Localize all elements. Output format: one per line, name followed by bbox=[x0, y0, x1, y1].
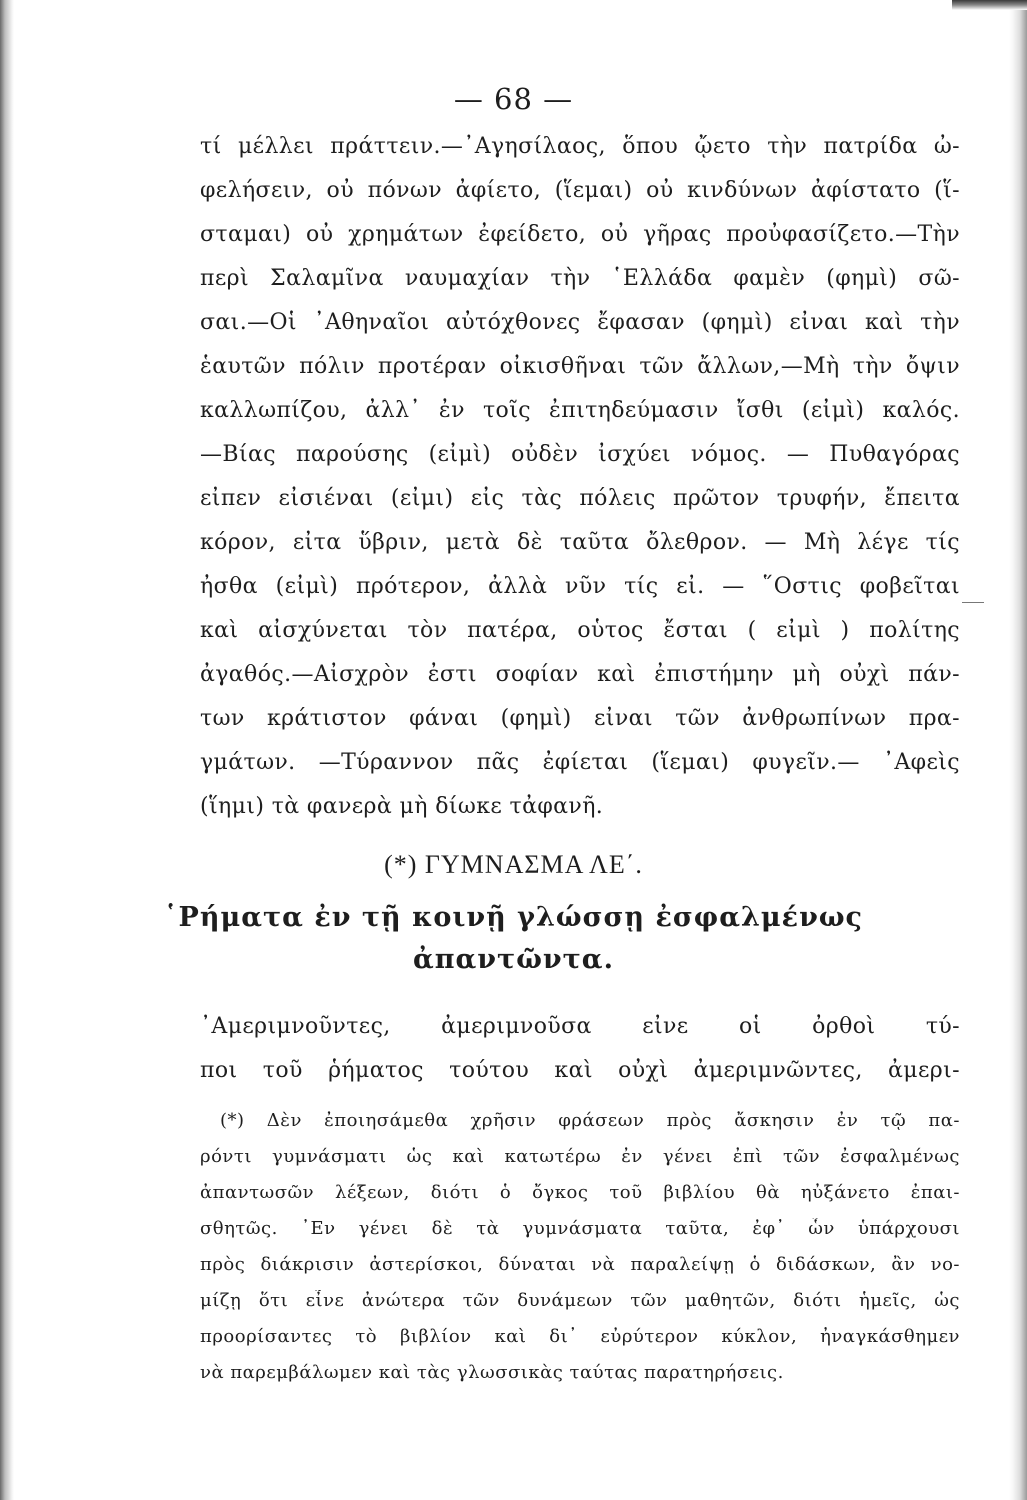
page-number: — 68 — bbox=[453, 82, 574, 116]
footnote-line: σθητῶς. ᾿Εν γένει δὲ τὰ γυμνάσματα ταῦτα, ἐφ᾿ ὧν ὑπάρχουσι bbox=[200, 1218, 960, 1239]
body-line: κόρον, εἶτα ὕβριν, μετὰ δὲ ταῦτα ὄλεθρον. — Μὴ λέγε τίς bbox=[200, 530, 960, 555]
body-line: ἑαυτῶν πόλιν προτέραν οἰκισθῆναι τῶν ἄλλων,—Μὴ τὴν ὄψιν bbox=[200, 354, 960, 379]
body-line: καλλωπίζου, ἀλλ᾿ ἐν τοῖς ἐπιτηδεύμασιν ἴσθι (εἰμὶ) καλός. bbox=[200, 398, 960, 423]
footnote-line: ρόντι γυμνάσματι ὡς καὶ κατωτέρω ἐν γένει ἐπὶ τῶν ἐσφαλμένως bbox=[200, 1146, 960, 1167]
footnote-line: πρὸς διάκρισιν ἀστερίσκοι, δύναται νὰ παραλείψῃ ὁ διδάσκων, ἂν νο- bbox=[200, 1254, 960, 1275]
footnote-line: μίζῃ ὅτι εἶνε ἀνώτερα τῶν δυνάμεων τῶν μαθητῶν, διότι ἡμεῖς, ὡς bbox=[200, 1290, 960, 1311]
paragraph-line: ποι τοῦ ῥήματος τούτου καὶ οὐχὶ ἀμεριμνῶντες, ἀμερι- bbox=[200, 1058, 960, 1083]
body-line: καὶ αἰσχύνεται τὸν πατέρα, οὗτος ἔσται ( εἰμὶ ) πολίτης bbox=[200, 618, 960, 643]
body-line: (ἵημι) τὰ φανερὰ μὴ δίωκε τἀφανῆ. bbox=[200, 794, 604, 819]
section-heading: ἀπαντῶντα. bbox=[412, 944, 614, 975]
body-line: εἶπεν εἰσιέναι (εἶμι) εἰς τὰς πόλεις πρῶτον τρυφήν, ἔπειτα bbox=[200, 486, 960, 511]
body-line: περὶ Σαλαμῖνα ναυμαχίαν τὴν ῾Ελλάδα φαμὲν (φημὶ) σῶ- bbox=[200, 266, 960, 291]
footnote-line: προορίσαντες τὸ βιβλίον καὶ δι᾿ εὐρύτερον κύκλον, ἠναγκάσθημεν bbox=[200, 1326, 960, 1347]
footnote-line: ἀπαντωσῶν λέξεων, διότι ὁ ὄγκος τοῦ βιβλίου θὰ ηὐξάνετο ἐπαι- bbox=[200, 1182, 960, 1203]
body-line: φελήσειν, οὐ πόνων ἀφίετο, (ἵεμαι) οὐ κινδύνων ἀφίστατο (ἵ- bbox=[200, 178, 960, 203]
footnote-line: νὰ παρεμβάλωμεν καὶ τὰς γλωσσικὰς ταύτας παρατηρήσεις. bbox=[200, 1362, 784, 1383]
margin-mark bbox=[962, 602, 984, 603]
body-line: γμάτων. —Τύραννον πᾶς ἐφίεται (ἵεμαι) φυγεῖν.— ᾿Αφεὶς bbox=[200, 750, 960, 775]
paragraph-line: ᾿Αμεριμνοῦντες, ἀμεριμνοῦσα εἶνε οἱ ὀρθοὶ τύ- bbox=[200, 1014, 960, 1039]
body-line: σαι.—Οἱ ᾿Αθηναῖοι αὐτόχθονες ἔφασαν (φημὶ) εἶναι καὶ τὴν bbox=[200, 310, 960, 335]
body-line: τί μέλλει πράττειν.—᾿Αγησίλαος, ὅπου ᾤετο τὴν πατρίδα ὠ- bbox=[200, 134, 960, 159]
body-line: ἦσθα (εἰμὶ) πρότερον, ἀλλὰ νῦν τίς εἶ. — ῞Οστις φοβεῖται bbox=[200, 574, 960, 599]
body-line: ἀγαθός.—Αἰσχρὸν ἐστι σοφίαν καὶ ἐπιστήμην μὴ οὐχὶ πάν- bbox=[200, 662, 960, 687]
body-line: —Βίας παρούσης (εἰμὶ) οὐδὲν ἰσχύει νόμος. — Πυθαγόρας bbox=[200, 442, 960, 467]
exercise-title: (*) ΓΥΜΝΑΣΜΑ ΛΕ΄. bbox=[384, 850, 643, 879]
footnote-line: (*) Δὲν ἐποιησάμεθα χρῆσιν φράσεων πρὸς ἄσκησιν ἐν τῷ πα- bbox=[220, 1110, 960, 1131]
body-line: σταμαι) οὐ χρημάτων ἐφείδετο, οὐ γῆρας προὐφασίζετο.—Τὴν bbox=[200, 222, 960, 247]
section-heading: ῾Ρήματα ἐν τῇ κοινῇ γλώσσῃ ἐσφαλμένως bbox=[164, 902, 863, 933]
body-line: των κράτιστον φάναι (φημὶ) εἶναι τῶν ἀνθρωπίνων πρα- bbox=[200, 706, 960, 731]
